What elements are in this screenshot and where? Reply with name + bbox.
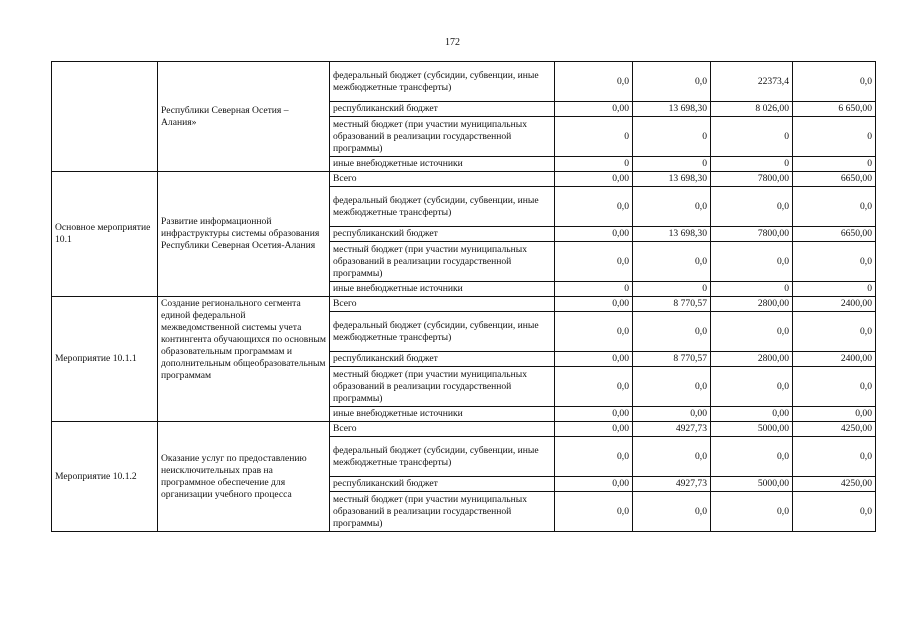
value-cell-2: 13 698,30 bbox=[633, 227, 711, 242]
funding-source-cell: местный бюджет (при участии муниципальных образований в реализации государственной программы) bbox=[330, 117, 555, 157]
value-cell-3: 5000,00 bbox=[711, 477, 793, 492]
value-cell-4: 0,0 bbox=[793, 437, 876, 477]
funding-source-cell: федеральный бюджет (субсидии, субвенции, иные межбюджетные трансферты) bbox=[330, 312, 555, 352]
value-cell-4: 0,0 bbox=[793, 492, 876, 532]
table-row bbox=[52, 422, 876, 437]
measure-name-cell: Мероприятие 10.1.2 bbox=[52, 422, 158, 532]
value-cell-3: 22373,4 bbox=[711, 62, 793, 102]
funding-source-cell: республиканский бюджет bbox=[330, 352, 555, 367]
value-cell-2: 13 698,30 bbox=[633, 102, 711, 117]
table-row bbox=[52, 172, 876, 187]
value-cell-3: 8 026,00 bbox=[711, 102, 793, 117]
value-cell-1: 0,00 bbox=[555, 422, 633, 437]
value-cell-3: 0 bbox=[711, 117, 793, 157]
value-cell-4: 4250,00 bbox=[793, 477, 876, 492]
value-cell-4: 0 bbox=[793, 117, 876, 157]
value-cell-3: 0,0 bbox=[711, 187, 793, 227]
value-cell-4: 4250,00 bbox=[793, 422, 876, 437]
value-cell-1: 0,0 bbox=[555, 437, 633, 477]
value-cell-1: 0,0 bbox=[555, 62, 633, 102]
funding-source-cell: республиканский бюджет bbox=[330, 227, 555, 242]
value-cell-2: 0 bbox=[633, 157, 711, 172]
funding-source-cell: местный бюджет (при участии муниципальных образований в реализации государственной программы) bbox=[330, 492, 555, 532]
measure-name-cell bbox=[52, 62, 158, 172]
value-cell-3: 0,00 bbox=[711, 407, 793, 422]
value-cell-4: 0 bbox=[793, 157, 876, 172]
value-cell-4: 0,0 bbox=[793, 242, 876, 282]
value-cell-1: 0,00 bbox=[555, 297, 633, 312]
funding-source-cell: иные внебюджетные источники bbox=[330, 157, 555, 172]
measure-description-cell: Оказание услуг по предоставлению неисключительных прав на программное обеспечение для организации учебного процесса bbox=[158, 422, 330, 532]
value-cell-4: 0,00 bbox=[793, 407, 876, 422]
value-cell-4: 0,0 bbox=[793, 367, 876, 407]
measure-description-cell: Создание регионального сегмента единой федеральной межведомственной системы учета контингента обучающихся по основным образовательным программам и дополнительным общеобразовательным программам bbox=[158, 297, 330, 422]
value-cell-1: 0,0 bbox=[555, 312, 633, 352]
value-cell-1: 0,00 bbox=[555, 407, 633, 422]
value-cell-2: 13 698,30 bbox=[633, 172, 711, 187]
value-cell-1: 0,0 bbox=[555, 367, 633, 407]
value-cell-4: 0,0 bbox=[793, 62, 876, 102]
funding-source-cell: республиканский бюджет bbox=[330, 477, 555, 492]
value-cell-1: 0,0 bbox=[555, 187, 633, 227]
value-cell-3: 0 bbox=[711, 157, 793, 172]
value-cell-2: 4927,73 bbox=[633, 477, 711, 492]
funding-source-cell: Всего bbox=[330, 172, 555, 187]
measure-description-cell: Развитие информационной инфраструктуры системы образования Республики Северная Осетия-Алания bbox=[158, 172, 330, 297]
funding-source-cell: федеральный бюджет (субсидии, субвенции, иные межбюджетные трансферты) bbox=[330, 187, 555, 227]
value-cell-1: 0,00 bbox=[555, 227, 633, 242]
value-cell-2: 0,0 bbox=[633, 367, 711, 407]
value-cell-1: 0 bbox=[555, 117, 633, 157]
table-row bbox=[52, 62, 876, 102]
value-cell-2: 4927,73 bbox=[633, 422, 711, 437]
value-cell-2: 8 770,57 bbox=[633, 297, 711, 312]
funding-source-cell: Всего bbox=[330, 297, 555, 312]
value-cell-1: 0,00 bbox=[555, 352, 633, 367]
value-cell-2: 0,0 bbox=[633, 242, 711, 282]
funding-source-cell: федеральный бюджет (субсидии, субвенции, иные межбюджетные трансферты) bbox=[330, 437, 555, 477]
value-cell-4: 2400,00 bbox=[793, 297, 876, 312]
value-cell-3: 0,0 bbox=[711, 312, 793, 352]
value-cell-1: 0 bbox=[555, 282, 633, 297]
value-cell-2: 0,0 bbox=[633, 187, 711, 227]
value-cell-2: 0,0 bbox=[633, 492, 711, 532]
measure-description-cell: Республики Северная Осетия – Алания» bbox=[158, 62, 330, 172]
value-cell-1: 0,00 bbox=[555, 172, 633, 187]
value-cell-2: 0,0 bbox=[633, 312, 711, 352]
funding-source-cell: федеральный бюджет (субсидии, субвенции, иные межбюджетные трансферты) bbox=[330, 62, 555, 102]
value-cell-3: 2800,00 bbox=[711, 297, 793, 312]
value-cell-2: 0,0 bbox=[633, 62, 711, 102]
budget-table bbox=[51, 61, 876, 532]
value-cell-4: 0 bbox=[793, 282, 876, 297]
measure-name-cell: Основное мероприятие 10.1 bbox=[52, 172, 158, 297]
page-number: 172 bbox=[445, 37, 460, 48]
measure-name-cell: Мероприятие 10.1.1 bbox=[52, 297, 158, 422]
value-cell-3: 0,0 bbox=[711, 437, 793, 477]
value-cell-2: 0 bbox=[633, 282, 711, 297]
value-cell-2: 0,00 bbox=[633, 407, 711, 422]
funding-source-cell: местный бюджет (при участии муниципальных образований в реализации государственной программы) bbox=[330, 242, 555, 282]
value-cell-1: 0,0 bbox=[555, 242, 633, 282]
value-cell-4: 6 650,00 bbox=[793, 102, 876, 117]
value-cell-1: 0,00 bbox=[555, 102, 633, 117]
value-cell-1: 0,0 bbox=[555, 492, 633, 532]
value-cell-3: 2800,00 bbox=[711, 352, 793, 367]
value-cell-4: 0,0 bbox=[793, 187, 876, 227]
value-cell-3: 7800,00 bbox=[711, 227, 793, 242]
value-cell-3: 5000,00 bbox=[711, 422, 793, 437]
value-cell-1: 0 bbox=[555, 157, 633, 172]
table-row bbox=[52, 297, 876, 312]
value-cell-1: 0,00 bbox=[555, 477, 633, 492]
funding-source-cell: иные внебюджетные источники bbox=[330, 282, 555, 297]
value-cell-2: 0 bbox=[633, 117, 711, 157]
value-cell-3: 0 bbox=[711, 282, 793, 297]
value-cell-4: 0,0 bbox=[793, 312, 876, 352]
value-cell-4: 2400,00 bbox=[793, 352, 876, 367]
value-cell-2: 0,0 bbox=[633, 437, 711, 477]
funding-source-cell: Всего bbox=[330, 422, 555, 437]
value-cell-4: 6650,00 bbox=[793, 227, 876, 242]
funding-source-cell: местный бюджет (при участии муниципальных образований в реализации государственной программы) bbox=[330, 367, 555, 407]
value-cell-3: 0,0 bbox=[711, 367, 793, 407]
value-cell-4: 6650,00 bbox=[793, 172, 876, 187]
funding-source-cell: республиканский бюджет bbox=[330, 102, 555, 117]
value-cell-2: 8 770,57 bbox=[633, 352, 711, 367]
value-cell-3: 7800,00 bbox=[711, 172, 793, 187]
funding-source-cell: иные внебюджетные источники bbox=[330, 407, 555, 422]
value-cell-3: 0,0 bbox=[711, 492, 793, 532]
value-cell-3: 0,0 bbox=[711, 242, 793, 282]
